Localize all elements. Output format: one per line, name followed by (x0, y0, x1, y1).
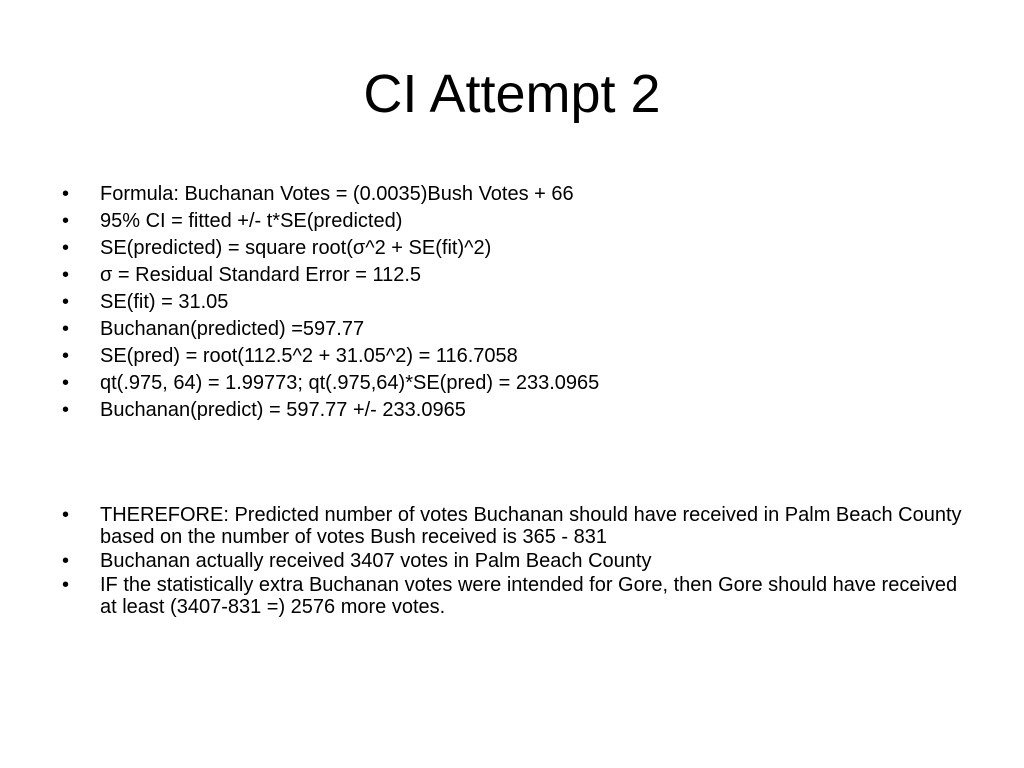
bullet-item (62, 574, 962, 618)
bullet-text: Formula: Buchanan Votes = (0.0035)Bush Votes + 66 (100, 183, 574, 205)
bullet-dot-icon: • (62, 372, 70, 394)
bullet-text: Buchanan actually received 3407 votes in Palm Beach County (100, 550, 652, 572)
bullet-dot-icon: • (62, 345, 70, 367)
bullet-item (62, 264, 962, 286)
bullet-list-calculations (62, 183, 962, 426)
bullet-dot-icon: • (62, 318, 70, 340)
bullet-text: Buchanan(predicted) =597.77 (100, 318, 365, 340)
bullet-dot-icon: • (62, 210, 70, 232)
bullet-dot-icon: • (62, 183, 70, 205)
bullet-dot-icon: • (62, 504, 70, 526)
bullet-text: SE(pred) = root(112.5^2 + 31.05^2) = 116.7058 (100, 345, 518, 367)
bullet-dot-icon: • (62, 237, 70, 259)
bullet-text: qt(.975, 64) = 1.99773; qt(.975,64)*SE(pred) = 233.0965 (100, 372, 600, 394)
bullet-item (62, 291, 962, 313)
bullet-dot-icon: • (62, 264, 70, 286)
bullet-text: Buchanan(predict) = 597.77 +/- 233.0965 (100, 399, 466, 421)
bullet-item (62, 210, 962, 232)
bullet-text: THEREFORE: Predicted number of votes Buchanan should have received in Palm Beach County based on the number of votes Bush received is 365 - 831 (100, 504, 962, 548)
bullet-item (62, 399, 962, 421)
bullet-item (62, 372, 962, 394)
bullet-text: IF the statistically extra Buchanan votes were intended for Gore, then Gore should have received at least (3407-831 =) 2576 more votes. (100, 574, 958, 618)
bullet-dot-icon: • (62, 550, 70, 572)
bullet-dot-icon: • (62, 574, 70, 596)
bullet-dot-icon: • (62, 291, 70, 313)
bullet-text: 95% CI = fitted +/- t*SE(predicted) (100, 210, 403, 232)
bullet-text: σ = Residual Standard Error = 112.5 (100, 264, 422, 286)
bullet-item (62, 550, 962, 572)
bullet-dot-icon: • (62, 399, 70, 421)
bullet-item (62, 237, 962, 259)
bullet-list-conclusions (62, 504, 962, 620)
bullet-item (62, 318, 962, 340)
bullet-item (62, 345, 962, 367)
bullet-item (62, 504, 962, 548)
bullet-text: SE(fit) = 31.05 (100, 291, 229, 313)
bullet-item (62, 183, 962, 205)
slide-title: CI Attempt 2 (363, 64, 661, 124)
bullet-text: SE(predicted) = square root(σ^2 + SE(fit)^2) (100, 237, 492, 259)
